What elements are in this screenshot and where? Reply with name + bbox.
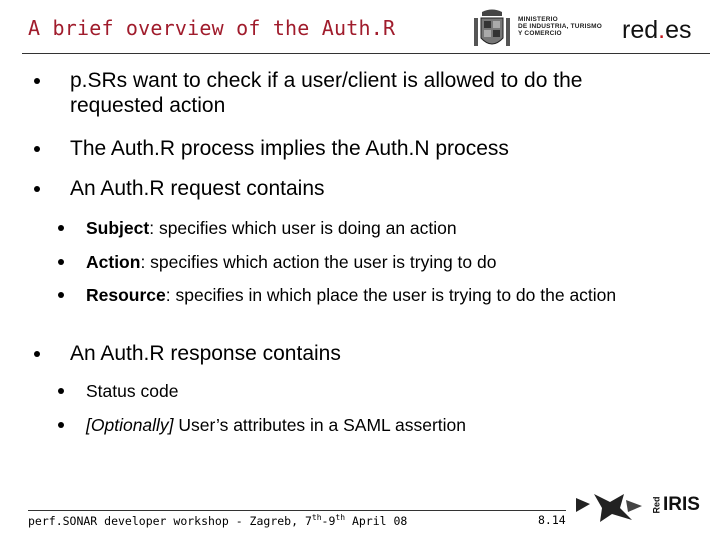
logo-dot: . <box>658 16 666 44</box>
rediris-red-text: Red <box>651 496 662 514</box>
bullet-dot-icon <box>58 225 64 231</box>
bullet-term: Resource <box>86 285 166 305</box>
bullet-dot-icon <box>58 388 64 394</box>
bullet-text: An Auth.R request contains <box>70 177 325 200</box>
footer-sup-1: th <box>311 513 322 522</box>
ministry-line-3: Y COMERCIO <box>518 30 562 37</box>
spain-coat-of-arms-icon <box>472 8 512 52</box>
bullet-item <box>34 341 674 366</box>
ministry-line-1: MINISTERIO <box>518 16 558 23</box>
red-es-logo <box>622 16 692 45</box>
bullet-text: Status code <box>86 381 179 401</box>
logo-red-text: red <box>622 16 659 44</box>
footer-text-b: -9 <box>321 513 336 528</box>
bullet-italic-prefix: [Optionally] <box>86 415 174 435</box>
bullet-item <box>34 176 674 201</box>
sub-bullet-item <box>58 414 658 436</box>
footer-text-a: perf.SONAR developer workshop - Zagreb, 7 <box>28 513 312 528</box>
bullet-dot-icon <box>34 186 40 192</box>
footer-event <box>28 513 407 528</box>
bullet-dot-icon <box>58 259 64 265</box>
sub-bullet-item <box>58 284 648 306</box>
bullet-dot-icon <box>58 292 64 298</box>
sub-bullet-item <box>58 217 658 239</box>
ministry-line-2: DE INDUSTRIA, TURISMO <box>518 23 603 30</box>
sub-bullet-item <box>58 380 658 402</box>
bullet-text: An Auth.R response contains <box>70 342 341 365</box>
page-number: 8.14 <box>538 513 566 527</box>
bullet-dot-icon <box>34 78 40 84</box>
bullet-dot-icon <box>34 146 40 152</box>
rediris-iris-text: IRIS <box>663 494 700 515</box>
bullet-dot-icon <box>34 351 40 357</box>
rediris-logo <box>648 494 700 516</box>
slide-title: A brief overview of the Auth.R <box>28 16 396 40</box>
bullet-text: The Auth.R process implies the Auth.N process <box>70 137 509 160</box>
rediris-logo-icon <box>574 490 644 524</box>
sub-bullet-item <box>58 251 658 273</box>
footer-sup-2: th <box>335 513 346 522</box>
logo-es-text: es <box>665 16 692 44</box>
bullet-item <box>34 68 674 118</box>
bullet-text: User’s attributes in a SAML assertion <box>173 415 466 435</box>
footer-divider <box>28 510 566 511</box>
bullet-text: : specifies which action the user is trying to do <box>140 252 497 272</box>
bullet-text: : specifies which user is doing an action <box>149 218 457 238</box>
bullet-text: : specifies in which place the user is trying to do the action <box>165 285 617 305</box>
footer-text-c: April 08 <box>345 513 408 528</box>
bullet-term: Subject <box>86 218 150 238</box>
bullet-term: Action <box>86 252 141 272</box>
ministry-name <box>518 16 602 37</box>
bullet-text: p.SRs want to check if a user/client is allowed to do the requested action <box>70 69 583 117</box>
bullet-dot-icon <box>58 422 64 428</box>
bullet-item <box>34 136 674 161</box>
title-divider <box>22 53 710 54</box>
